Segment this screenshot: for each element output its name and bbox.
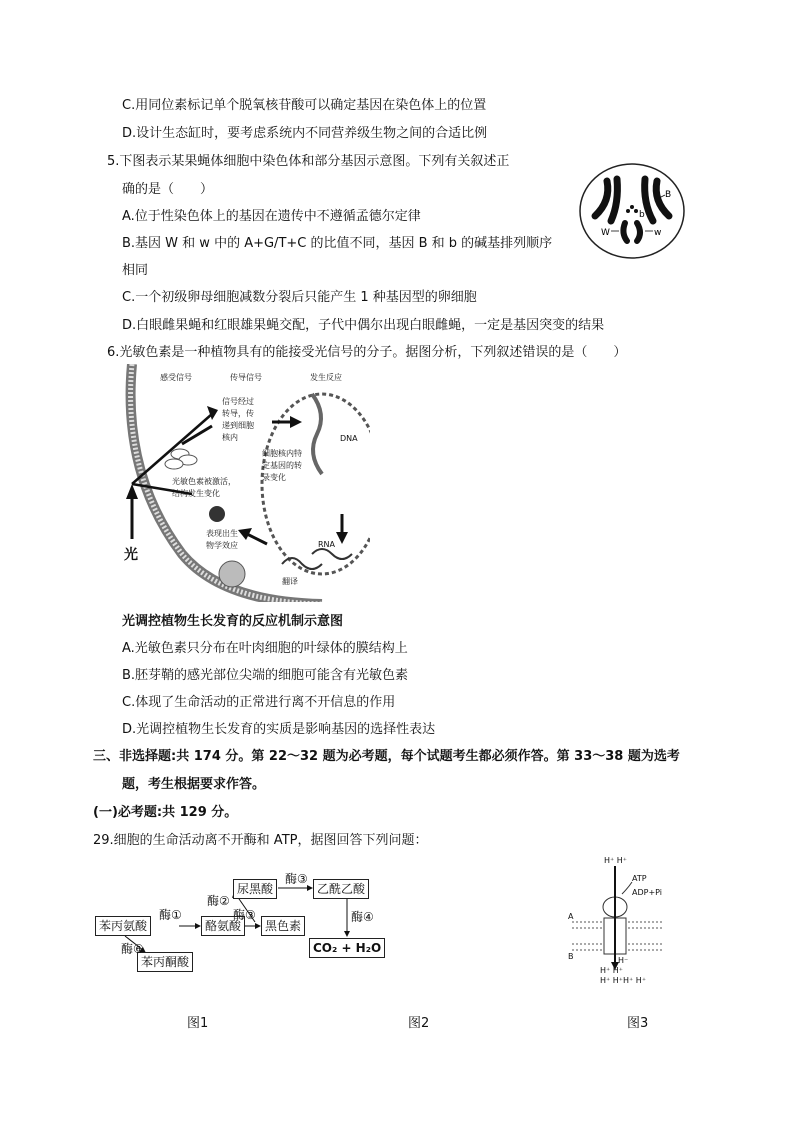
q5-option-d: D.白眼雌果蝇和红眼雄果蝇交配，子代中偶尔出现白眼雌蝇，一定是基因突变的结果 [122,318,605,333]
q5-stem-line2: 确的是（ ） [122,182,214,197]
node-tyrosine: 酪氨酸 [201,916,245,936]
enzyme-3-label-lower: 酶③ [233,908,256,922]
light-signal-figure [122,364,370,602]
fig-activated-2: 结构发生变化 [172,489,220,498]
q6-option-c: C.体现了生命活动的正常进行离不开信息的作用 [122,695,396,710]
h-ion-top: H⁺ H⁺ [604,856,628,865]
fig-signal-2: 转导，传 [222,409,254,418]
adp-pi-label: ADP+Pi [632,888,663,897]
node-co2-water: CO₂ + H₂O [309,938,385,958]
q5-option-c: C.一个初级卵母细胞减数分裂后只能产生 1 种基因型的卵细胞 [122,290,477,305]
gene-B-label: B [665,190,672,200]
enzyme-3-label-upper: 酶③ [285,872,308,886]
fig-effect-2: 物学效应 [206,541,238,550]
q5-option-a: A.位于性染色体上的基因在遗传中不遵循孟德尔定律 [122,209,421,224]
fig-heading-react: 发生反应 [310,373,342,382]
fig-nucleus-3: 录变化 [262,473,286,482]
pathway-figure [95,868,385,973]
q5-stem-line1: 5.下图表示某果蝇体细胞中染色体和部分基因示意图。下列有关叙述正 [107,154,510,169]
fig-nucleus-1: 细胞核内特 [262,449,302,458]
q29-stem: 29.细胞的生命活动离不开酶和 ATP，据图回答下列问题： [93,833,428,848]
q6-option-d: D.光调控植物生长发育的实质是影响基因的选择性表达 [122,722,436,737]
gene-w-label: w [654,228,662,238]
h-ion-3: H⁺ H⁺H⁺ H⁺ [600,976,647,985]
side-a-label: A [568,912,574,921]
enzyme-2-label: 酶② [207,894,230,908]
section3-heading-line2: 题，考生根据要求作答。 [122,777,266,792]
atp-synthase-figure [566,852,662,988]
q6-option-a: A.光敏色素只分布在叶肉细胞的叶绿体的膜结构上 [122,641,408,656]
fig-rna-label: RNA [318,540,336,549]
gene-b-label: b [639,210,645,220]
section3-heading-line1: 三、非选择题:共 174 分。第 22～32 题为必考题，每个试题考生都必须作答。第 33～38 题为选考 [93,749,680,764]
q6-figure-caption: 光调控植物生长发育的反应机制示意图 [122,614,344,629]
node-homogentisic-acid: 尿黑酸 [233,879,277,899]
side-b-label: B [568,952,574,961]
fig-nucleus-2: 定基因的转 [262,461,302,470]
q5-option-b-line1: B.基因 W 和 w 中的 A+G/T+C 的比值不同，基因 B 和 b 的碱基排列顺序 [122,236,553,251]
h-ion-1: H⁻ [618,956,629,965]
node-phenylpyruvic-acid: 苯丙酮酸 [137,952,193,972]
fig-effect-1: 表现出生 [206,529,238,538]
enzyme-6-label: 酶⑥ [121,942,144,956]
h-ion-2: H⁺ H⁺ [600,966,624,975]
section3-subheading: (一)必考题:共 129 分。 [93,805,238,820]
node-melanin: 黑色素 [261,916,305,936]
fig-translate-label: 翻译 [282,577,298,586]
fig-activated-1: 光敏色素被激活， [172,477,236,486]
enzyme-1-label: 酶① [159,908,182,922]
fig-signal-3: 递到细胞 [222,421,254,430]
fig-light-label: 光 [124,547,138,563]
q4-option-d: D.设计生态缸时，要考虑系统内不同营养级生物之间的合适比例 [122,126,488,141]
fig-signal-4: 核内 [222,433,238,442]
figure-3-label: 图3 [627,1016,649,1031]
q5-option-b-line2: 相同 [122,263,149,278]
node-phenylalanine: 苯丙氨酸 [95,916,151,936]
node-acetoacetic-acid: 乙酰乙酸 [313,879,369,899]
q6-option-b: B.胚芽鞘的感光部位尖端的细胞可能含有光敏色素 [122,668,409,683]
q6-stem: 6.光敏色素是一种植物具有的能接受光信号的分子。据图分析，下列叙述错误的是（ ） [107,345,627,360]
fig-signal-1: 信号经过 [222,397,254,406]
gene-W-label: W [601,228,610,238]
fig-heading-sense: 感受信号 [160,373,192,382]
q4-option-c: C.用同位素标记单个脱氧核苷酸可以确定基因在染色体上的位置 [122,98,487,113]
figure-1-label: 图1 [187,1016,209,1031]
fig-dna-label: DNA [340,434,358,443]
enzyme-4-label: 酶④ [351,910,374,924]
figure-2-label: 图2 [408,1016,430,1031]
fig-heading-transduce: 传导信号 [230,373,262,382]
chromosome-figure [577,161,687,261]
atp-label: ATP [632,874,647,883]
